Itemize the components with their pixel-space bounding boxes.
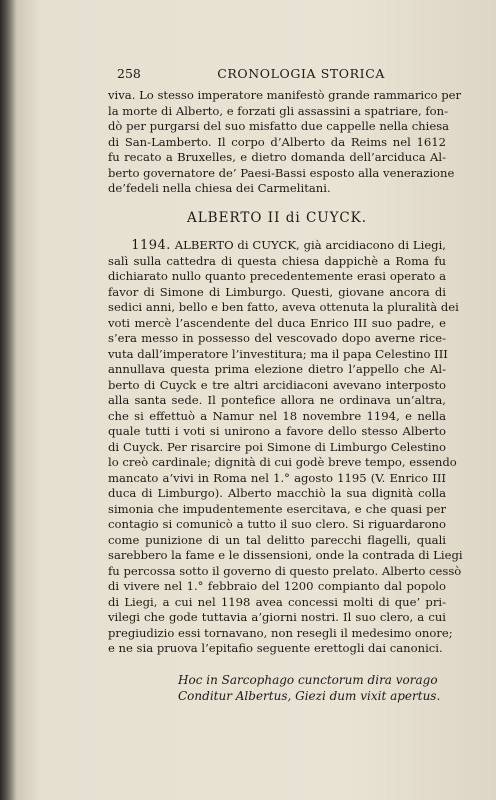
entry-year: 1194. bbox=[131, 238, 171, 253]
text-line: di Liegi, a cui nel 1198 avea concessi molti di que’ pri- bbox=[108, 594, 446, 609]
text-line: voti mercè l’ascendente del duca Enrico III suo padre, e bbox=[108, 315, 446, 330]
epitaph-line: Conditur Albertus, Giezi dum vixit apertus. bbox=[178, 688, 441, 703]
text-line: duca di Limburgo). Alberto macchiò la sua dignità colla bbox=[108, 486, 446, 500]
page-number: 258 bbox=[117, 66, 141, 81]
text-line: fu recato a Bruxelles, e dietro domanda dell’arciduca Al- bbox=[108, 150, 446, 164]
text-line: simonia che impudentemente esercitava, e che quasi per bbox=[108, 501, 446, 516]
text-line: mancato a’vivi in Roma nel 1.° agosto 1195 (V. Enrico III bbox=[108, 470, 446, 485]
text-line: dichiarato nullo quanto precedentemente erasi operato a bbox=[108, 269, 446, 283]
section-heading: ALBERTO II di CUYCK. bbox=[186, 209, 368, 226]
entry-first-line: ALBERTO di CUYCK, già arcidiacono di Liegi, bbox=[174, 238, 446, 252]
text-line: la morte di Alberto, e forzati gli assassini a spatriare, fon- bbox=[108, 103, 449, 118]
text-line: pregiudizio essi tornavano, non resegli il medesimo onore; bbox=[108, 625, 453, 640]
text-line: dò per purgarsi del suo misfatto due cappelle nella chiesa bbox=[108, 119, 450, 133]
section-paragraph bbox=[108, 238, 463, 657]
text-line: salì sulla cattedra di questa chiesa dappichè a Roma fu bbox=[108, 253, 446, 268]
text-line: lo creò cardinale; dignità di cui godè breve tempo, essendo bbox=[108, 455, 457, 469]
epitaph-line: Hoc in Sarcophago cunctorum dira vorago bbox=[178, 672, 438, 687]
text-line: contagio si comunicò a tutto il suo clero. Si riguardarono bbox=[108, 517, 446, 531]
text-line: come punizione di un tal delitto parecchi flagelli, quali bbox=[108, 532, 446, 547]
text-line: vilegi che gode tuttavia a’giorni nostri. Il suo clero, a cui bbox=[108, 610, 446, 624]
text-line: de’fedeli nella chiesa dei Carmelitani. bbox=[108, 181, 331, 195]
text-line-first bbox=[108, 238, 446, 254]
text-block bbox=[108, 88, 463, 704]
text-line: vuta dall’imperatore l’investitura; ma il papa Celestino III bbox=[108, 346, 448, 361]
text-line: berto di Cuyck e tre altri arcidiaconi avevano interposto bbox=[108, 377, 446, 392]
epitaph bbox=[108, 672, 446, 704]
text-line: di Cuyck. Per risarcire poi Simone di Limburgo Celestino bbox=[108, 439, 446, 454]
text-line: berto governatore de’ Paesi-Bassi esposto alla venerazione bbox=[108, 165, 455, 180]
text-line: viva. Lo stesso imperatore manifestò grande rammarico per bbox=[108, 88, 462, 102]
running-head bbox=[117, 66, 385, 81]
text-line: fu percossa sotto il governo di questo prelato. Alberto cessò bbox=[108, 563, 462, 578]
text-line: quale tutti i voti si unirono a favore dello stesso Alberto bbox=[108, 424, 446, 438]
text-line: alla santa sede. Il pontefice allora ne ordinava un’altra, bbox=[108, 393, 446, 407]
text-line: di vivere nel 1.° febbraio del 1200 compianto dal popolo bbox=[108, 579, 446, 593]
text-line: favor di Simone di Limburgo. Questi, giovane ancora di bbox=[108, 284, 446, 299]
text-line: s’era messo in possesso del vescovado dopo averne rice- bbox=[108, 331, 446, 345]
text-line: e ne sia pruova l’epitafio seguente erettogli dai canonici. bbox=[108, 641, 443, 655]
intro-paragraph bbox=[108, 88, 462, 197]
text-line: annullava questa prima elezione dietro l’appello che Al- bbox=[108, 362, 446, 376]
text-line: sedici anni, bello e ben fatto, aveva ottenuta la pluralità dei bbox=[108, 300, 459, 314]
gutter-shadow bbox=[0, 0, 16, 800]
running-title: CRONOLOGIA STORICA bbox=[217, 66, 385, 81]
text-line: che si effettuò a Namur nel 18 novembre 1194, e nella bbox=[108, 408, 446, 423]
text-line: di San-Lamberto. Il corpo d’Alberto da Reims nel 1612 bbox=[108, 134, 446, 149]
text-line: sarebbero la fame e le dissensioni, onde la contrada di Liegi bbox=[108, 548, 463, 562]
